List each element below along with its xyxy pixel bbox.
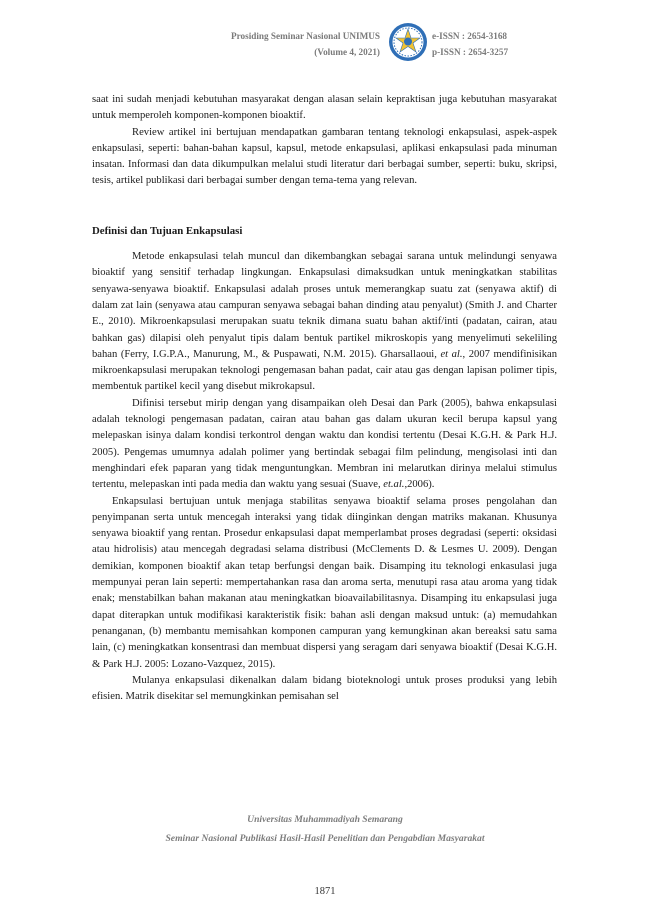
paragraph-review-aim: Review artikel ini bertujuan mendapatkan gambaran tentang teknologi enkapsulasi, aspek-aspek enkapsulasi, seperti: bahan-bahan kapsul, kapsul, metode enkapsulasi, aplikasi enkapsulasi pada minuman insatan. Informasi dan data dikumpulkan melalui studi literatur dari berbagai sumber, seperti: buku, skripsi, tesis, artikel publikasi dari berbagai sumber dengan tema-tema yang relevan. [92, 126, 557, 187]
text-run: Metode enkapsulasi telah muncul dan dikembangkan sebagai sarana untuk melindungi senyawa bioaktif yang sensitif terhadap lingkungan. Enkapsulasi dimaksudkan untuk meningkatkan stabilitas senyawa-senyawa bioaktif. Enkapsulasi adalah proses untuk memerangkap suatu zat (senyawa aktif) di dalam zat lain (senyawa atau campuran senyawa sebagai bahan dinding atau penyalut) (Smith J. and Charter E., 2010). Mikroenkapsulasi merupakan suatu teknik dimana suatu bahan aktif/inti (padatan, cairan, atau bahkan gas) dilapisi oleh penyalut tipis dalam bentuk partikel mikroskopis yang menyelimuti sekeliling bahan (Ferry, I.G.P.A., Manurung, M., & Puspawati, N.M. 2015). Gharsallaoui, [92, 251, 557, 360]
page-number: 1871 [314, 886, 336, 897]
paragraph-purpose: Enkapsulasi bertujuan untuk menjaga stabilitas senyawa bioaktif selama proses pengolahan dan penyimpanan serta untuk mencegah interaksi yang tidak diinginkan dengan matriks makanan. Khusunya senyawa bioaktif yang rentan. Prosedur enkapsulasi dapat memperlambat proses degradasi (seperti: oksidasi atau hidrolisis) atau mencegah degradasi selama distribusi (McClements D. & Lesmes U. 2009). Dengan demikian, komponen bioaktif akan tetap berfungsi dengan baik. Disamping itu teknologi enkasulasi juga mempunyai peran lain seperti: mempertahankan rasa dan aroma serta, menutupi rasa atau aroma yang tidak enak; menstabilkan bahan makanan atau meningkatkan bioavailabilitasnya. Disamping itu enkapsulasi juga dapat diterapkan untuk modifikasi karakteristik fisik: bahan asli dengan maksud untuk: (a) memudahkan penanganan, (b) membantu memisahkan komponen campuran yang kemungkinan akan bereaksi satu sama lain, (c) meningkatkan konsentrasi dan membuat dispersi yang seragam dari senyawa bioaktif (Desai K.G.H. & Park H.J. 2005: Lozano-Vazquez, 2015). [92, 495, 557, 670]
proceedings-title [195, 28, 380, 60]
paragraph-definition [92, 249, 557, 396]
proceedings-name: Prosiding Seminar Nasional UNIMUS [231, 31, 380, 41]
paragraph-intro-end: saat ini sudah menjadi kebutuhan masyarakat dengan alasan selain kepraktisan juga kebutuhan masyarakat untuk memperoleh komponen-komponen bioaktif. [92, 94, 557, 122]
e-issn: e-ISSN : 2654-3168 [432, 31, 508, 41]
text-run: , 2007 mendifinisikan mikroenkapsulasi merupakan teknologi pengemasan bahan padat, cair atau gas dengan lapisan polimer tipis, membentuk partikel kecil yang disebut mikrokapsul. [92, 348, 558, 393]
issn-block [432, 28, 572, 60]
university-name: Universitas Muhammadiyah Semarang [247, 814, 403, 825]
page-footer [0, 810, 650, 848]
text-run: Difinisi tersebut mirip dengan yang disampaikan oleh Desai dan Park (2005), bahwa enkapsulasi adalah teknologi pengemasan padatan, cairan atau bahan gas dalam ukuran kecil berupa kapsul yang melepaskan isinya dalam kondisi terkontrol dengan waktu dan kondisi tertentu (Desai K.G.H. & Park H.J. 2005). Pengemas umumnya adalah polimer yang bertindak sebagai film pelindung, mengisolasi inti dan menghindari efek paparan yang tidak menguntungkan. Membran ini melarutkan dirinya melalui stimulus tertentu, melepaskan inti pada media dan waktu yang sesuai (Suave, [92, 397, 557, 491]
unimus-seal-icon [388, 22, 428, 62]
volume-label: (Volume 4, 2021) [314, 47, 380, 57]
seminar-name: Seminar Nasional Publikasi Hasil-Hasil Penelitian dan Pengabdian Masyarakat [165, 833, 485, 844]
paragraph-biotech: Mulanya enkapsulasi dikenalkan dalam bidang bioteknologi untuk proses produksi yang lebih efisien. Matrik disekitar sel memungkinkan pemisahan sel [92, 674, 557, 703]
citation-etal: et.al. [383, 479, 405, 491]
paragraph-desai-park [92, 396, 557, 494]
article-body [92, 92, 557, 705]
section-heading: Definisi dan Tujuan Enkapsulasi [92, 224, 243, 237]
citation-etal: et al. [440, 348, 463, 360]
page-header [0, 22, 650, 82]
p-issn: p-ISSN : 2654-3257 [432, 47, 509, 57]
text-run: ,2006). [404, 479, 435, 491]
